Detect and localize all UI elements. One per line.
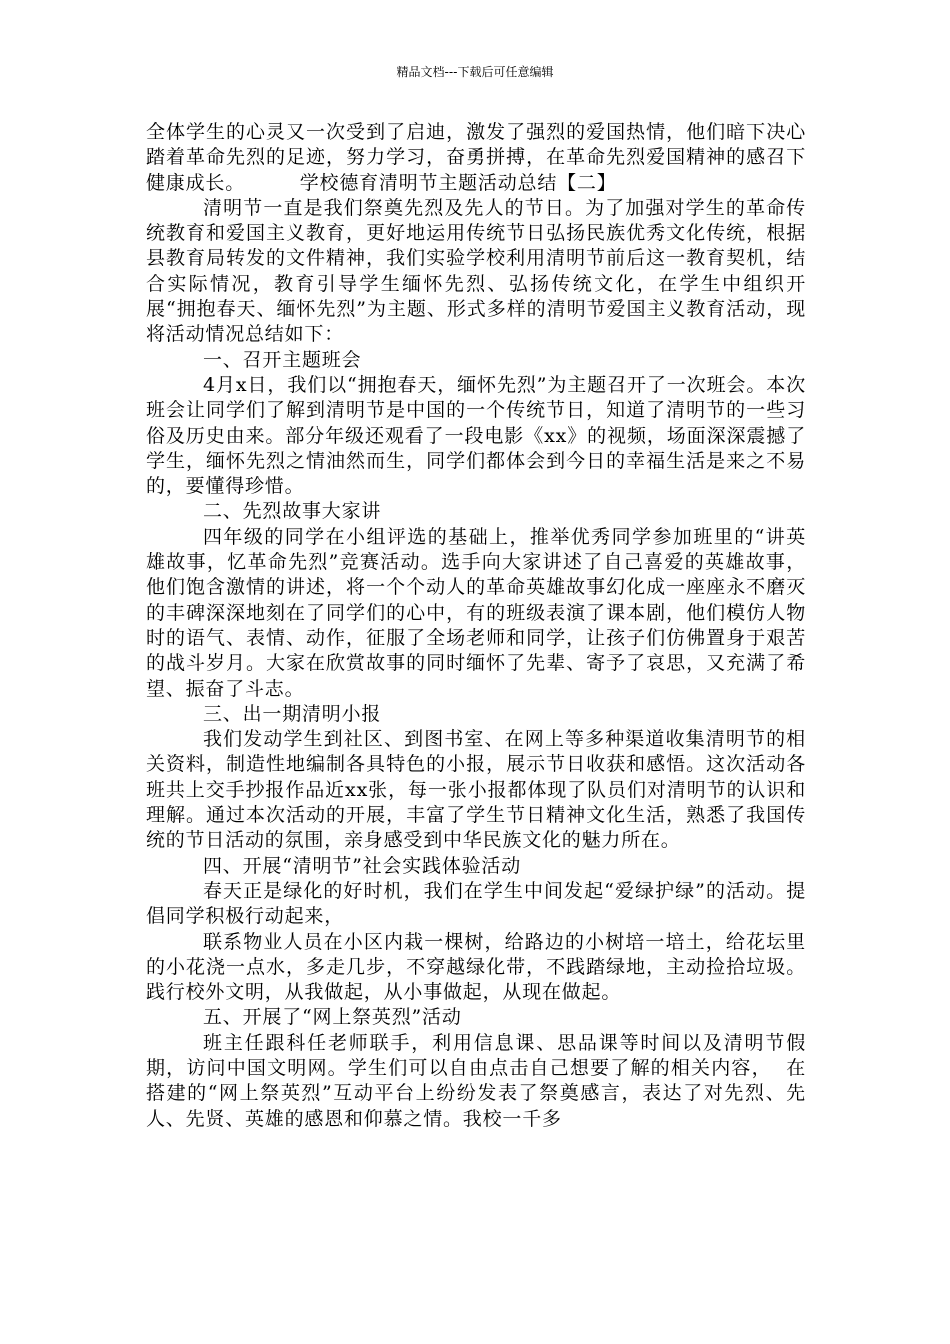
paragraph: 我们发动学生到社区、到图书室、在网上等多种渠道收集清明节的相关资料，制造性地编制各具特色的小报，展示节日收获和感悟。这次活动各班共上交手抄报作品近xx张，每一张小报都体现了队员们对清明节的认识和理解。通过本次活动的开展，丰富了学生节日精神文化生活，熟悉了我国传统的节日活动的氛围，亲身感受到中华民族文化的魅力所在。 [146, 728, 806, 852]
section-heading: 三、出一期清明小报 [203, 702, 382, 725]
paragraph: 4月x日，我们以“拥抱春天，缅怀先烈”为主题召开了一次班会。本次班会让同学们了解到清明节是中国的一个传统节日，知道了清明节的一些习俗及历史由来。部分年级还观看了一段电影《xx》的视频，场面深深震撼了学生，缅怀先烈之情油然而生，同学们都体会到今日的幸福生活是来之不易的，要懂得珍惜。 [146, 373, 806, 498]
paragraph: 四年级的同学在小组评选的基础上，推举优秀同学参加班里的“讲英雄故事，忆革命先烈”竞赛活动。选手向大家讲述了自己喜爱的英雄故事，他们饱含激情的讲述，将一个个动人的革命英雄故事幻化成一座座永不磨灭的丰碑深深地刻在了同学们的心中，有的班级表演了课本剧，他们模仿人物时的语气、表情、动作，征服了全场老师和同学，让孩子们仿佛置身于艰苦的战斗岁月。大家在欣赏故事的同时缅怀了先辈、寄予了哀思，又充满了希望、振奋了斗志。 [146, 525, 806, 700]
paragraph: 清明节一直是我们祭奠先烈及先人的节日。为了加强对学生的革命传统教育和爱国主义教育，更好地运用传统节日弘扬民族优秀文化传统，根据县教育局转发的文件精神，我们实验学校利用清明节前后这一教育契机，结合实际情况，教育引导学生缅怀先烈、弘扬传统文化，在学生中组织开展“拥抱春天、缅怀先烈”为主题、形式多样的清明节爱国主义教育活动，现将活动情况总结如下： [146, 196, 806, 346]
paragraph: 班主任跟科任老师联手，利用信息课、思品课等时间以及清明节假期，访问中国文明网。学生们可以自由点击自己想要了解的相关内容， 在搭建的“网上祭英烈”互动平台上纷纷发表了祭奠感言，表达了对先烈、先人、先贤、英雄的感恩和仰慕之情。我校一千多 [146, 1031, 806, 1130]
paragraph: 全体学生的心灵又一次受到了启迪，激发了强烈的爱国热情，他们暗下决心踏着革命先烈的足迹，努力学习，奋勇拼搏，在革命先烈爱国精神的感召下健康成长。 学校德育清明节主题活动总结【二】 [146, 121, 806, 194]
section-heading: 一、召开主题班会 [203, 348, 362, 371]
section-heading: 二、先烈故事大家讲 [203, 500, 382, 523]
paragraph: 联系物业人员在小区内栽一棵树，给路边的小树培一培土，给花坛里的小花浇一点水，多走几步，不穿越绿化带，不践踏绿地，主动捡拾垃圾。践行校外文明，从我做起，从小事做起，从现在做起。 [146, 930, 806, 1004]
document-body [146, 120, 806, 1132]
page-header: 精品文档---下载后可任意编辑 [396, 65, 554, 79]
section-heading: 四、开展“清明节”社会实践体验活动 [203, 854, 522, 877]
paragraph: 春天正是绿化的好时机，我们在学生中间发起“爱绿护绿”的活动。提倡同学积极行动起来， [146, 879, 806, 928]
section-heading: 五、开展了“网上祭英烈”活动 [203, 1006, 462, 1029]
